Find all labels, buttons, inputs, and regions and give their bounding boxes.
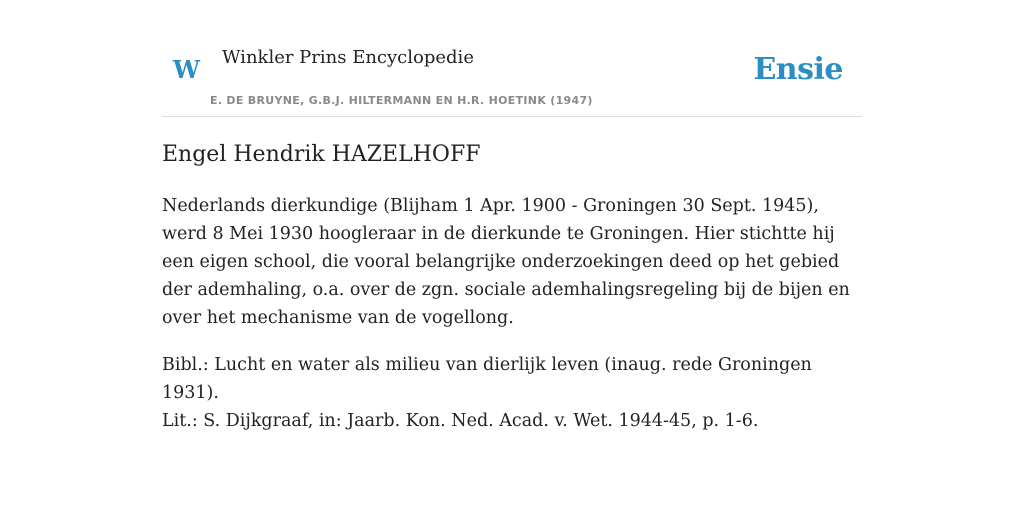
article-paragraph-literature: Lit.: S. Dijkgraaf, in: Jaarb. Kon. Ned. Acad. v. Wet. 1944-45, p. 1-6. <box>162 411 759 431</box>
article-paragraph-bibliography: Bibl.: Lucht en water als milieu van dierlijk leven (inaug. rede Groningen 1931). <box>162 355 812 403</box>
entry-title: Engel Hendrik HAZELHOFF <box>162 142 481 167</box>
header <box>162 0 862 117</box>
winkler-prins-logo[interactable]: W <box>173 55 200 84</box>
page <box>162 0 862 512</box>
authors-line: E. DE BRUYNE, G.B.J. HILTERMANN EN H.R. HOETINK (1947) <box>210 94 593 107</box>
ensie-logo-link[interactable]: Ensie <box>753 52 843 87</box>
article-paragraph-main: Nederlands dierkundige (Blijham 1 Apr. 1900 - Groningen 30 Sept. 1945), werd 8 Mei 1930 hoogleraar in de dierkunde te Groningen. Hier stichtte hij een eigen school, die vooral belangrijke onderzoekingen deed op het gebied der ademhaling, o.a. over de zgn. sociale ademhalingsregeling bij de bijen en over het mechanisme van de vogellong. <box>162 196 850 328</box>
site-title[interactable]: Winkler Prins Encyclopedie <box>222 47 474 68</box>
